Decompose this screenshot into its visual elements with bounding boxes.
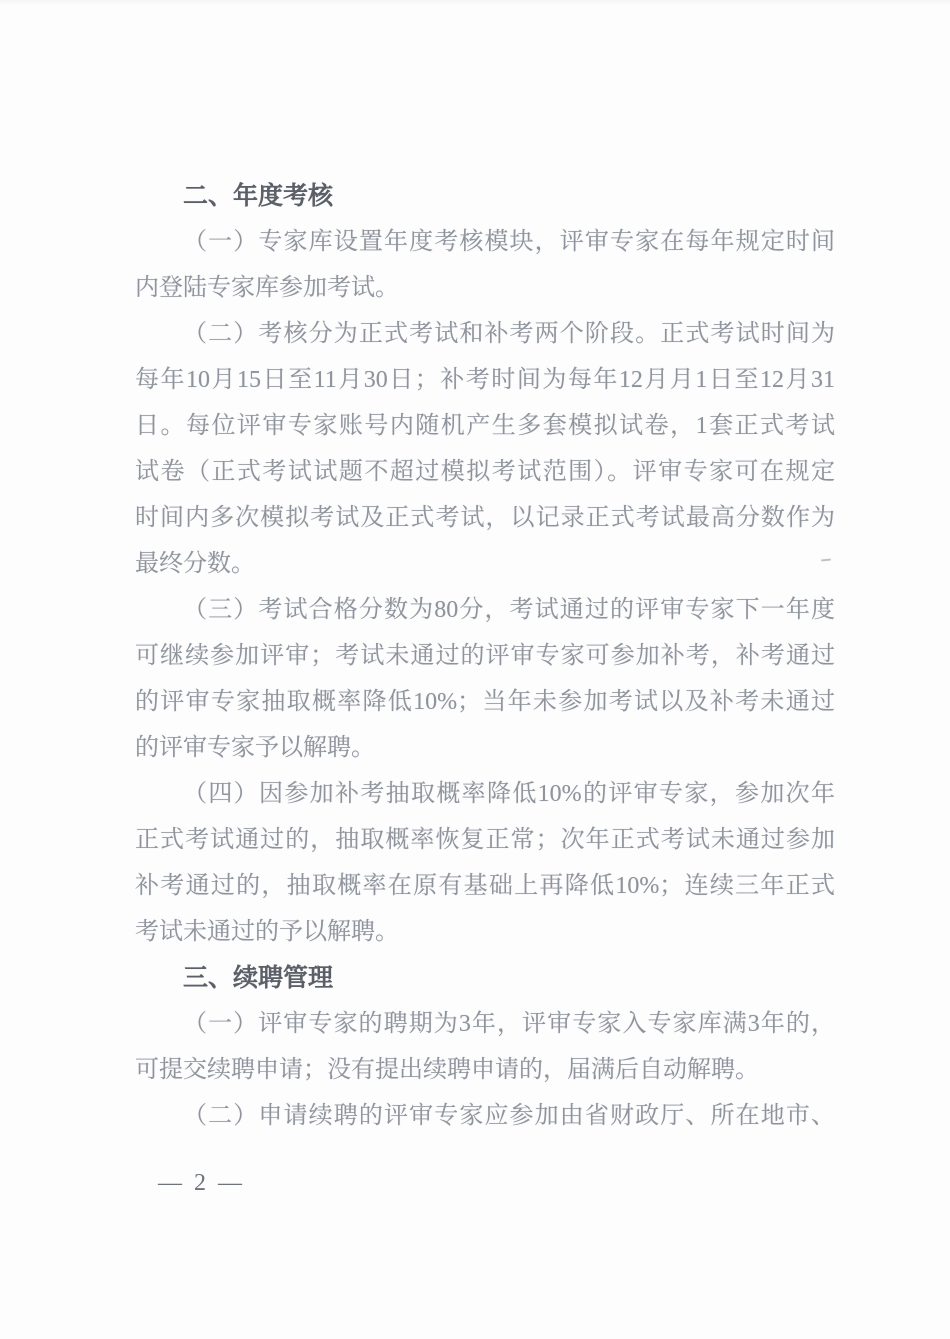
doc-line: 的评审专家抽取概率降低10%；当年未参加考试以及补考未通过: [135, 689, 835, 715]
doc-line: 可继续参加评审；考试未通过的评审专家可参加补考，补考通过: [135, 643, 835, 669]
section-heading-annual-assessment: 二、年度考核: [183, 182, 334, 210]
doc-line: 内登陆专家库参加考试。: [135, 275, 399, 301]
section-heading-renewal-management: 三、续聘管理: [183, 964, 334, 992]
doc-line: 日。每位评审专家账号内随机产生多套模拟试卷，1套正式考试: [135, 413, 835, 439]
doc-line: 每年10月15日至11月30日；补考时间为每年12月月1日至12月31: [135, 367, 835, 393]
page-number: — 2 —: [158, 1170, 245, 1196]
doc-line: 考试未通过的予以解聘。: [135, 919, 399, 945]
doc-line: （四）因参加补考抽取概率降低10%的评审专家，参加次年: [183, 781, 835, 807]
doc-line: （二）考核分为正式考试和补考两个阶段。正式考试时间为: [183, 321, 835, 347]
doc-line: 补考通过的，抽取概率在原有基础上再降低10%；连续三年正式: [135, 873, 835, 899]
doc-line: （一）评审专家的聘期为3年，评审专家入专家库满3年的，: [183, 1011, 835, 1037]
doc-line: 正式考试通过的，抽取概率恢复正常；次年正式考试未通过参加: [135, 827, 835, 853]
doc-line: 的评审专家予以解聘。: [135, 735, 375, 761]
doc-line: 可提交续聘申请；没有提出续聘申请的，届满后自动解聘。: [135, 1057, 759, 1083]
doc-line: 试卷（正式考试试题不超过模拟考试范围）。评审专家可在规定: [135, 459, 835, 485]
scan-edge-artifact: [0, 0, 950, 6]
doc-line: 最终分数。: [135, 551, 255, 577]
text-block: [135, 173, 835, 1139]
doc-line: 时间内多次模拟考试及正式考试，以记录正式考试最高分数作为: [135, 505, 835, 531]
doc-line: （三）考试合格分数为80分，考试通过的评审专家下一年度: [183, 597, 835, 623]
doc-line: （二）申请续聘的评审专家应参加由省财政厅、所在地市、: [183, 1103, 835, 1129]
doc-line: （一）专家库设置年度考核模块，评审专家在每年规定时间: [183, 229, 835, 255]
